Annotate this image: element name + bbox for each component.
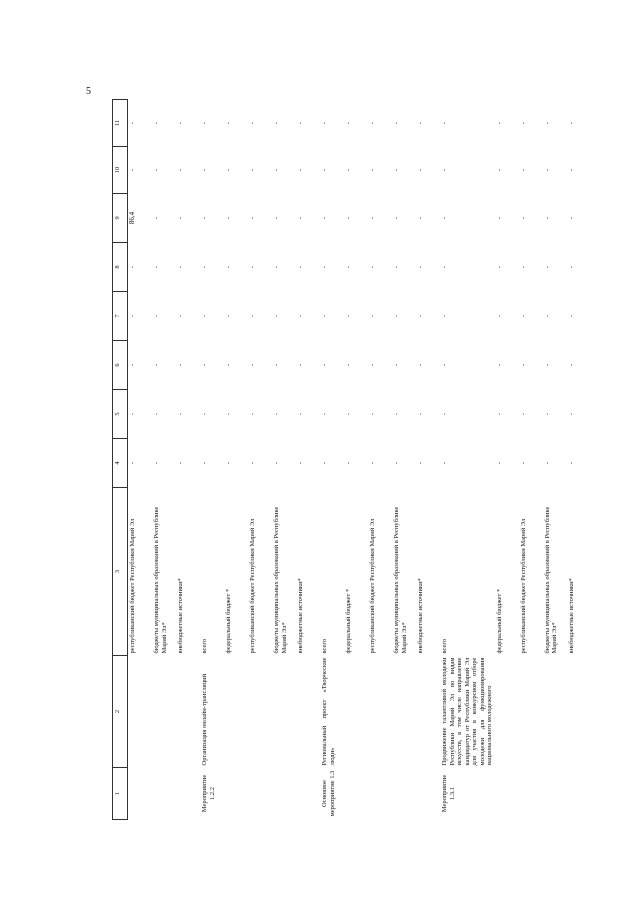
value-cell-col-5: -	[369, 412, 376, 416]
header-col-9: 9	[113, 194, 128, 243]
value-cell-col-8: -	[225, 265, 232, 269]
value-cell-col-8: -	[297, 265, 304, 269]
header-col-8: 8	[113, 243, 128, 292]
event-code-cell: Основное мероприятие 1.3	[321, 770, 336, 817]
header-col-7: 7	[113, 292, 128, 341]
funding-source-cell: республиканский бюджет Республики Марий Эл	[129, 518, 136, 654]
event-name-cell	[368, 656, 392, 768]
value-cell-col-4: -	[225, 461, 232, 465]
event-name-cell: Региональный проект «Творческие люди»	[321, 657, 336, 766]
value-cell-col-8: -	[201, 265, 208, 269]
funding-source-cell: внебюджетные источники*	[417, 578, 424, 654]
value-cell-col-11: -	[393, 121, 400, 125]
value-cell-col-4: -	[567, 461, 575, 465]
funding-source-cell: бюджеты муниципальных образований в Республике Марий Эл*	[153, 506, 168, 654]
event-code-cell	[176, 768, 200, 820]
value-cell-col-10: -	[567, 168, 575, 172]
value-cell-col-11: -	[177, 121, 184, 125]
value-cell-col-8: -	[519, 265, 527, 269]
value-cell-col-5: -	[177, 412, 184, 416]
value-cell-col-5: -	[153, 412, 160, 416]
funding-source-cell: внебюджетные источники*	[177, 578, 184, 654]
event-name-cell	[495, 656, 519, 768]
value-cell-col-8: -	[495, 265, 503, 269]
value-cell-col-10: -	[495, 168, 503, 172]
event-code-cell	[543, 768, 567, 820]
value-cell-col-9: -	[297, 216, 304, 220]
value-cell-col-6: -	[249, 363, 256, 367]
table-row	[320, 100, 344, 820]
value-cell-col-10: -	[225, 168, 232, 172]
value-cell-col-5: -	[129, 412, 136, 416]
table-row	[440, 100, 495, 820]
value-cell-col-8: -	[129, 265, 136, 269]
value-cell-col-6: -	[417, 363, 424, 367]
value-cell-col-11: -	[297, 121, 304, 125]
value-cell-col-6: -	[345, 363, 352, 367]
value-cell-col-7: -	[225, 314, 232, 318]
value-cell-col-6: -	[321, 363, 328, 367]
value-cell-col-9: -	[345, 216, 352, 220]
event-name-cell	[224, 656, 248, 768]
value-cell-col-11: -	[567, 121, 575, 125]
event-code-cell	[296, 768, 320, 820]
value-cell-col-9: -	[393, 216, 400, 220]
value-cell-col-7: -	[393, 314, 400, 318]
event-code-cell: Мероприятие 1.2.2	[201, 774, 216, 813]
value-cell-col-9: 86,4	[128, 211, 136, 225]
table-row	[368, 100, 392, 820]
value-cell-col-6: -	[393, 363, 400, 367]
value-cell-col-8: -	[543, 265, 551, 269]
table-row	[495, 100, 519, 820]
value-cell-col-11: -	[441, 121, 448, 125]
header-col-11: 11	[113, 100, 128, 147]
funding-source-cell: республиканский бюджет Республики Марий Эл	[369, 518, 376, 654]
value-cell-col-9: -	[369, 216, 376, 220]
header-col-4: 4	[113, 439, 128, 488]
value-cell-col-5: -	[201, 412, 208, 416]
value-cell-col-4: -	[441, 461, 448, 465]
value-cell-col-4: -	[519, 461, 527, 465]
value-cell-col-10: -	[249, 168, 256, 172]
value-cell-col-8: -	[441, 265, 448, 269]
value-cell-col-10: -	[297, 168, 304, 172]
funding-source-cell: всего	[201, 638, 208, 654]
value-cell-col-9: -	[321, 216, 328, 220]
value-cell-col-7: -	[345, 314, 352, 318]
value-cell-col-9: -	[177, 216, 184, 220]
funding-source-cell: федеральный бюджет *	[495, 588, 503, 654]
event-code-cell	[368, 768, 392, 820]
value-cell-col-4: -	[153, 461, 160, 465]
event-name-cell	[248, 656, 272, 768]
value-cell-col-7: -	[567, 314, 575, 318]
event-name-cell	[272, 656, 296, 768]
value-cell-col-10: -	[321, 168, 328, 172]
value-cell-col-6: -	[177, 363, 184, 367]
value-cell-col-9: -	[495, 216, 503, 220]
value-cell-col-7: -	[369, 314, 376, 318]
value-cell-col-7: -	[441, 314, 448, 318]
value-cell-col-6: -	[273, 363, 280, 367]
value-cell-col-10: -	[543, 168, 551, 172]
value-cell-col-6: -	[567, 363, 575, 367]
event-name-cell	[543, 656, 567, 768]
value-cell-col-4: -	[297, 461, 304, 465]
funding-source-cell: всего	[441, 638, 448, 654]
value-cell-col-11: -	[543, 121, 551, 125]
table-row	[224, 100, 248, 820]
event-name-cell: Продвижение талантливой молодежи Республики Марий Эл по видам искусств, в том числе направление кандидатур от Республики Марий Эл для участия в конкурсном отборе молодежи для функционирования национального молодежного	[441, 657, 493, 766]
value-cell-col-7: -	[417, 314, 424, 318]
value-cell-col-6: -	[369, 363, 376, 367]
funding-source-cell: бюджеты муниципальных образований в Республике Марий Эл*	[393, 506, 408, 654]
value-cell-col-9: -	[567, 216, 575, 220]
value-cell-col-4: -	[345, 461, 352, 465]
value-cell-col-10: -	[201, 168, 208, 172]
value-cell-col-7: -	[129, 314, 136, 318]
value-cell-col-5: -	[495, 412, 503, 416]
event-code-cell: Мероприятие 1.3.1	[441, 774, 456, 813]
value-cell-col-10: -	[273, 168, 280, 172]
funding-source-cell: внебюджетные источники*	[567, 578, 575, 654]
event-name-cell	[344, 656, 368, 768]
table-header-row	[113, 100, 128, 820]
value-cell-col-9: -	[249, 216, 256, 220]
value-cell-col-9: -	[441, 216, 448, 220]
funding-source-cell: бюджеты муниципальных образований в Республике Марий Эл*	[543, 506, 558, 654]
value-cell-col-8: -	[567, 265, 575, 269]
value-cell-col-8: -	[273, 265, 280, 269]
value-cell-col-10: -	[441, 168, 448, 172]
funding-source-cell: бюджеты муниципальных образований в Республике Марий Эл*	[273, 506, 288, 654]
value-cell-col-4: -	[369, 461, 376, 465]
value-cell-col-6: -	[225, 363, 232, 367]
value-cell-col-9: -	[153, 216, 160, 220]
value-cell-col-5: -	[345, 412, 352, 416]
value-cell-col-7: -	[273, 314, 280, 318]
value-cell-col-7: -	[177, 314, 184, 318]
funding-source-cell: федеральный бюджет *	[225, 588, 232, 654]
value-cell-col-11: -	[153, 121, 160, 125]
value-cell-col-7: -	[297, 314, 304, 318]
value-cell-col-6: -	[495, 363, 503, 367]
value-cell-col-6: -	[129, 363, 136, 367]
value-cell-col-8: -	[321, 265, 328, 269]
table-row	[176, 100, 200, 820]
value-cell-col-8: -	[177, 265, 184, 269]
table-row	[519, 100, 543, 820]
funding-source-cell: внебюджетные источники*	[297, 578, 304, 654]
funding-source-cell: всего	[321, 638, 328, 654]
value-cell-col-7: -	[249, 314, 256, 318]
table-row	[567, 100, 591, 820]
value-cell-col-6: -	[543, 363, 551, 367]
header-col-6: 6	[113, 341, 128, 390]
event-name-cell	[416, 656, 440, 768]
event-code-cell	[567, 768, 591, 820]
page-number: 5	[86, 86, 91, 97]
event-code-cell	[519, 768, 543, 820]
value-cell-col-5: -	[393, 412, 400, 416]
funding-source-cell: республиканский бюджет Республики Марий Эл	[249, 518, 256, 654]
value-cell-col-5: -	[519, 412, 527, 416]
event-name-cell	[296, 656, 320, 768]
table-row	[543, 100, 567, 820]
funding-source-cell: федеральный бюджет *	[345, 588, 352, 654]
value-cell-col-11: -	[495, 121, 503, 125]
value-cell-col-8: -	[417, 265, 424, 269]
event-code-cell	[344, 768, 368, 820]
value-cell-col-11: -	[225, 121, 232, 125]
table-row	[200, 100, 224, 820]
value-cell-col-7: -	[543, 314, 551, 318]
value-cell-col-4: -	[201, 461, 208, 465]
value-cell-col-5: -	[297, 412, 304, 416]
value-cell-col-9: -	[273, 216, 280, 220]
event-name-cell	[567, 656, 591, 768]
event-name-cell	[152, 656, 176, 768]
value-cell-col-6: -	[519, 363, 527, 367]
table-row	[272, 100, 296, 820]
event-code-cell	[495, 768, 519, 820]
value-cell-col-4: -	[495, 461, 503, 465]
value-cell-col-5: -	[225, 412, 232, 416]
value-cell-col-11: -	[345, 121, 352, 125]
value-cell-col-5: -	[567, 412, 575, 416]
value-cell-col-5: -	[273, 412, 280, 416]
value-cell-col-5: -	[321, 412, 328, 416]
value-cell-col-5: -	[417, 412, 424, 416]
event-code-cell	[224, 768, 248, 820]
value-cell-col-10: -	[345, 168, 352, 172]
value-cell-col-7: -	[201, 314, 208, 318]
value-cell-col-7: -	[519, 314, 527, 318]
value-cell-col-11: -	[417, 121, 424, 125]
value-cell-col-4: -	[129, 461, 136, 465]
header-col-10: 10	[113, 147, 128, 194]
value-cell-col-10: -	[177, 168, 184, 172]
event-code-cell	[128, 768, 153, 820]
value-cell-col-5: -	[249, 412, 256, 416]
value-cell-col-8: -	[369, 265, 376, 269]
table-row	[248, 100, 272, 820]
value-cell-col-9: -	[543, 216, 551, 220]
value-cell-col-4: -	[393, 461, 400, 465]
value-cell-col-8: -	[345, 265, 352, 269]
event-name-cell	[519, 656, 543, 768]
value-cell-col-11: -	[201, 121, 208, 125]
value-cell-col-8: -	[393, 265, 400, 269]
value-cell-col-9: -	[519, 216, 527, 220]
value-cell-col-6: -	[201, 363, 208, 367]
value-cell-col-11: -	[129, 121, 136, 125]
value-cell-col-11: -	[519, 121, 527, 125]
event-name-cell	[128, 656, 153, 768]
value-cell-col-11: -	[369, 121, 376, 125]
event-code-cell	[248, 768, 272, 820]
value-cell-col-6: -	[297, 363, 304, 367]
value-cell-col-6: -	[153, 363, 160, 367]
funding-source-cell: республиканский бюджет Республики Марий Эл	[519, 518, 527, 654]
table-row	[344, 100, 368, 820]
event-name-cell	[392, 656, 416, 768]
table-row	[416, 100, 440, 820]
table-row	[392, 100, 416, 820]
value-cell-col-10: -	[519, 168, 527, 172]
value-cell-col-7: -	[495, 314, 503, 318]
header-col-2: 2	[113, 656, 128, 768]
event-code-cell	[272, 768, 296, 820]
value-cell-col-10: -	[393, 168, 400, 172]
event-code-cell	[416, 768, 440, 820]
value-cell-col-8: -	[249, 265, 256, 269]
value-cell-col-5: -	[441, 412, 448, 416]
table-row	[152, 100, 176, 820]
value-cell-col-9: -	[417, 216, 424, 220]
value-cell-col-4: -	[543, 461, 551, 465]
budget-table	[112, 99, 591, 820]
value-cell-col-9: -	[225, 216, 232, 220]
value-cell-col-11: -	[249, 121, 256, 125]
value-cell-col-4: -	[417, 461, 424, 465]
value-cell-col-4: -	[249, 461, 256, 465]
value-cell-col-4: -	[177, 461, 184, 465]
event-code-cell	[392, 768, 416, 820]
table-body	[128, 100, 591, 820]
value-cell-col-10: -	[153, 168, 160, 172]
header-col-5: 5	[113, 390, 128, 439]
value-cell-col-10: -	[129, 168, 136, 172]
value-cell-col-6: -	[441, 363, 448, 367]
value-cell-col-11: -	[273, 121, 280, 125]
event-code-cell	[152, 768, 176, 820]
table-row	[128, 100, 153, 820]
event-name-cell	[176, 656, 200, 768]
value-cell-col-8: -	[153, 265, 160, 269]
value-cell-col-10: -	[369, 168, 376, 172]
value-cell-col-7: -	[153, 314, 160, 318]
value-cell-col-9: -	[201, 216, 208, 220]
value-cell-col-7: -	[321, 314, 328, 318]
value-cell-col-5: -	[543, 412, 551, 416]
table-row	[296, 100, 320, 820]
header-col-1: 1	[113, 768, 128, 820]
event-name-cell: Организация онлайн-трансляций	[201, 673, 208, 766]
value-cell-col-10: -	[417, 168, 424, 172]
value-cell-col-4: -	[273, 461, 280, 465]
value-cell-col-4: -	[321, 461, 328, 465]
budget-table-page	[112, 100, 586, 820]
header-col-3: 3	[113, 488, 128, 656]
value-cell-col-11: -	[321, 121, 328, 125]
